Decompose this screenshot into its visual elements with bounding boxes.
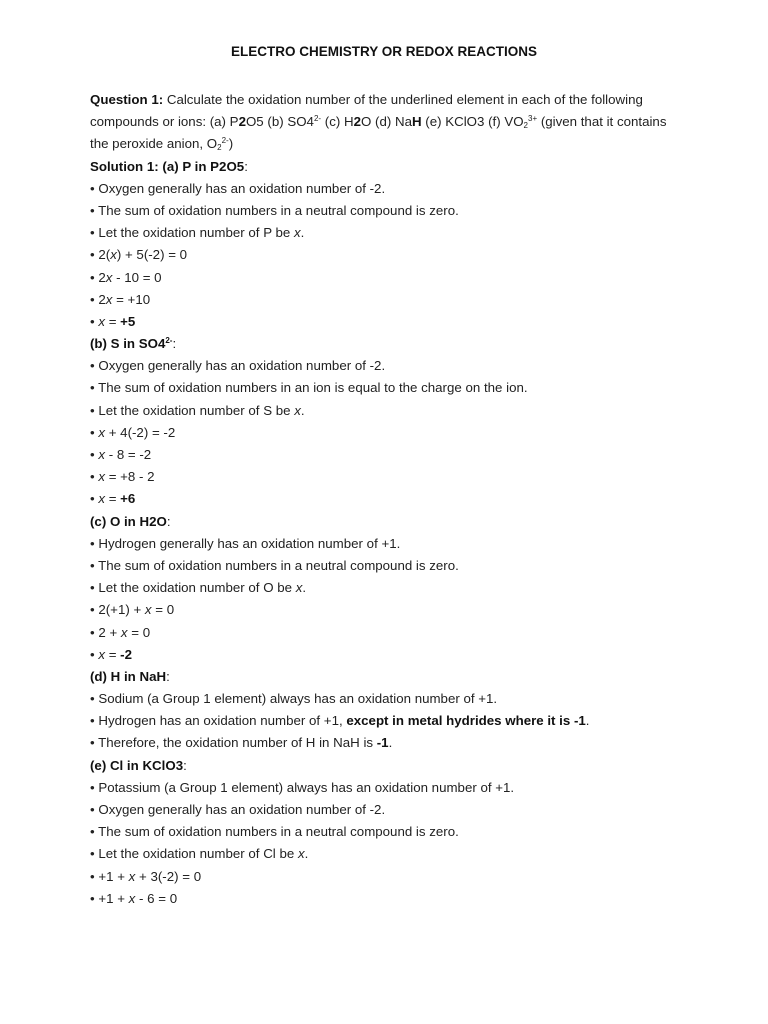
part-b-heading-line [90, 333, 690, 355]
variable-x: x [98, 491, 106, 507]
question-text: compounds or ions: (a) P [90, 114, 239, 130]
text: • 2( [90, 247, 111, 263]
variable-x: x [120, 624, 128, 640]
variable-x: x [98, 313, 106, 329]
colon: : [172, 336, 177, 352]
part-a-equation [90, 267, 690, 289]
question-text: O (d) Na [360, 114, 412, 130]
document-body [90, 89, 690, 910]
part-c-line: • Hydrogen generally has an oxidation number of +1. [90, 535, 401, 551]
part-b-answer [90, 488, 690, 510]
text: • Let the oxidation number of Cl be [90, 846, 298, 862]
variable-x: x [98, 469, 106, 485]
variable-x: x [128, 868, 136, 884]
question-text: (given that it contains [537, 114, 667, 130]
text: • 2 [90, 269, 106, 285]
text: • [90, 424, 99, 440]
part-d-heading: (d) H in NaH [90, 668, 167, 684]
part-b-equation [90, 466, 690, 488]
part-e-line: • Potassium (a Group 1 element) always has an oxidation number of +1. [90, 779, 515, 795]
text: = 0 [127, 624, 151, 640]
text: = +10 [112, 291, 151, 307]
period: . [388, 735, 393, 751]
colon: : [244, 158, 248, 174]
variable-x: x [294, 225, 301, 241]
text: = [105, 313, 121, 329]
part-a-heading: (a) P in P2O5 [162, 158, 245, 174]
colon: : [166, 668, 170, 684]
part-c-heading-line [90, 511, 690, 533]
text: ) + 5(-2) = 0 [116, 247, 188, 263]
solution-label: Solution 1: [90, 158, 159, 174]
period: . [300, 402, 305, 418]
part-a-line: • Oxygen generally has an oxidation number of -2. [90, 180, 386, 196]
text: - 6 = 0 [135, 890, 178, 906]
text: • 2 + [90, 624, 121, 640]
answer-value: +5 [120, 313, 136, 329]
variable-x: x [128, 890, 136, 906]
part-c-line [90, 577, 690, 599]
variable-x: x [98, 424, 106, 440]
part-d-answer [90, 732, 690, 754]
period: . [585, 713, 590, 729]
part-a-answer [90, 311, 690, 333]
part-a-line: • The sum of oxidation numbers in a neutral compound is zero. [90, 202, 459, 218]
text: = 0 [151, 602, 175, 618]
question-text: ) [228, 136, 234, 152]
variable-x: x [98, 447, 106, 462]
subscript: 2 [523, 121, 528, 131]
text: - 10 = 0 [112, 269, 162, 285]
charge-superscript: 2- [165, 336, 173, 346]
part-e-line: • The sum of oxidation numbers in a neutral compound is zero. [90, 824, 459, 840]
page-title: ELECTRO CHEMISTRY OR REDOX REACTIONS [230, 44, 538, 59]
question-text: Calculate the oxidation number of the underlined element in each of the following [163, 92, 643, 107]
part-b-equation [90, 422, 690, 444]
part-e-line: • Oxygen generally has an oxidation number of -2. [90, 802, 386, 817]
part-c-answer [90, 644, 690, 666]
variable-x: x [110, 247, 117, 263]
charge-superscript: 2- [221, 136, 229, 146]
text: • +1 + [90, 890, 129, 906]
part-e-heading: (e) Cl in KClO3 [90, 757, 184, 773]
text: • Let the oxidation number of O be [90, 580, 296, 596]
period: . [304, 846, 309, 862]
period: . [300, 225, 305, 241]
part-b-line: • Oxygen generally has an oxidation number of -2. [90, 358, 386, 374]
part-b-heading: (b) S in SO4 [90, 336, 166, 352]
text: • [90, 646, 99, 662]
variable-x: x [105, 291, 113, 307]
part-b-line [90, 400, 690, 422]
variable-x: x [297, 846, 305, 862]
underlined-element: 2 [238, 114, 246, 130]
question-text: (e) KClO3 (f) VO [421, 114, 524, 130]
part-d-line [90, 710, 690, 732]
text: • [90, 447, 99, 462]
text: • 2(+1) + [90, 602, 145, 618]
part-a-equation [90, 289, 690, 311]
question-line-1 [90, 89, 690, 111]
part-e-line [90, 843, 690, 865]
text: = [105, 646, 121, 662]
part-a-equation [90, 244, 690, 266]
part-e-heading-line [90, 755, 690, 777]
variable-x: x [105, 269, 113, 285]
question-text: O5 (b) SO4 [245, 114, 314, 130]
underlined-element: 2 [353, 114, 361, 130]
part-e-equation [90, 888, 690, 910]
part-c-line: • The sum of oxidation numbers in a neutral compound is zero. [90, 557, 459, 573]
text: + 4(-2) = -2 [105, 424, 176, 440]
period: . [302, 580, 307, 596]
text: • Therefore, the oxidation number of H in NaH is [90, 735, 377, 751]
part-c-heading: (c) O in H2O [90, 513, 167, 529]
text: • [90, 469, 99, 485]
part-a-line [90, 222, 690, 244]
answer-value: +6 [120, 491, 136, 507]
part-e-equation [90, 866, 690, 888]
text: • Let the oxidation number of P be [90, 225, 294, 241]
question-line-3 [90, 133, 690, 155]
text: • Hydrogen has an oxidation number of +1, [90, 713, 347, 729]
subscript: 2 [217, 143, 222, 153]
question-text: (c) H [321, 114, 354, 130]
variable-x: x [98, 646, 106, 662]
emphasis-text: except in metal hydrides where it is -1 [346, 713, 586, 729]
text: • [90, 313, 99, 329]
answer-value: -2 [120, 646, 132, 662]
part-d-line: • Sodium (a Group 1 element) always has an oxidation number of +1. [90, 691, 498, 707]
text: + 3(-2) = 0 [135, 868, 202, 884]
question-text: the peroxide anion, O [90, 136, 218, 152]
text: = +8 - 2 [105, 469, 155, 485]
variable-x: x [295, 580, 303, 596]
solution-heading [90, 156, 690, 178]
part-d-heading-line [90, 666, 690, 688]
part-b-equation [90, 444, 690, 466]
text: • 2 [90, 291, 106, 307]
question-label: Question 1: [90, 92, 164, 107]
variable-x: x [294, 402, 301, 418]
text: = [105, 491, 121, 507]
answer-value: -1 [376, 735, 389, 751]
question-line-2 [90, 111, 690, 133]
charge-superscript: 3+ [528, 114, 538, 124]
text: - 8 = -2 [105, 447, 152, 462]
text: • [90, 491, 99, 507]
part-b-line: • The sum of oxidation numbers in an ion is equal to the charge on the ion. [90, 380, 528, 396]
underlined-element: H [411, 114, 422, 130]
variable-x: x [144, 602, 152, 618]
text: • +1 + [90, 868, 129, 884]
colon: : [166, 513, 171, 529]
charge-superscript: 2- [313, 114, 322, 124]
colon: : [183, 757, 187, 773]
part-c-equation [90, 622, 690, 644]
text: • Let the oxidation number of S be [90, 402, 295, 418]
part-c-equation [90, 599, 690, 621]
